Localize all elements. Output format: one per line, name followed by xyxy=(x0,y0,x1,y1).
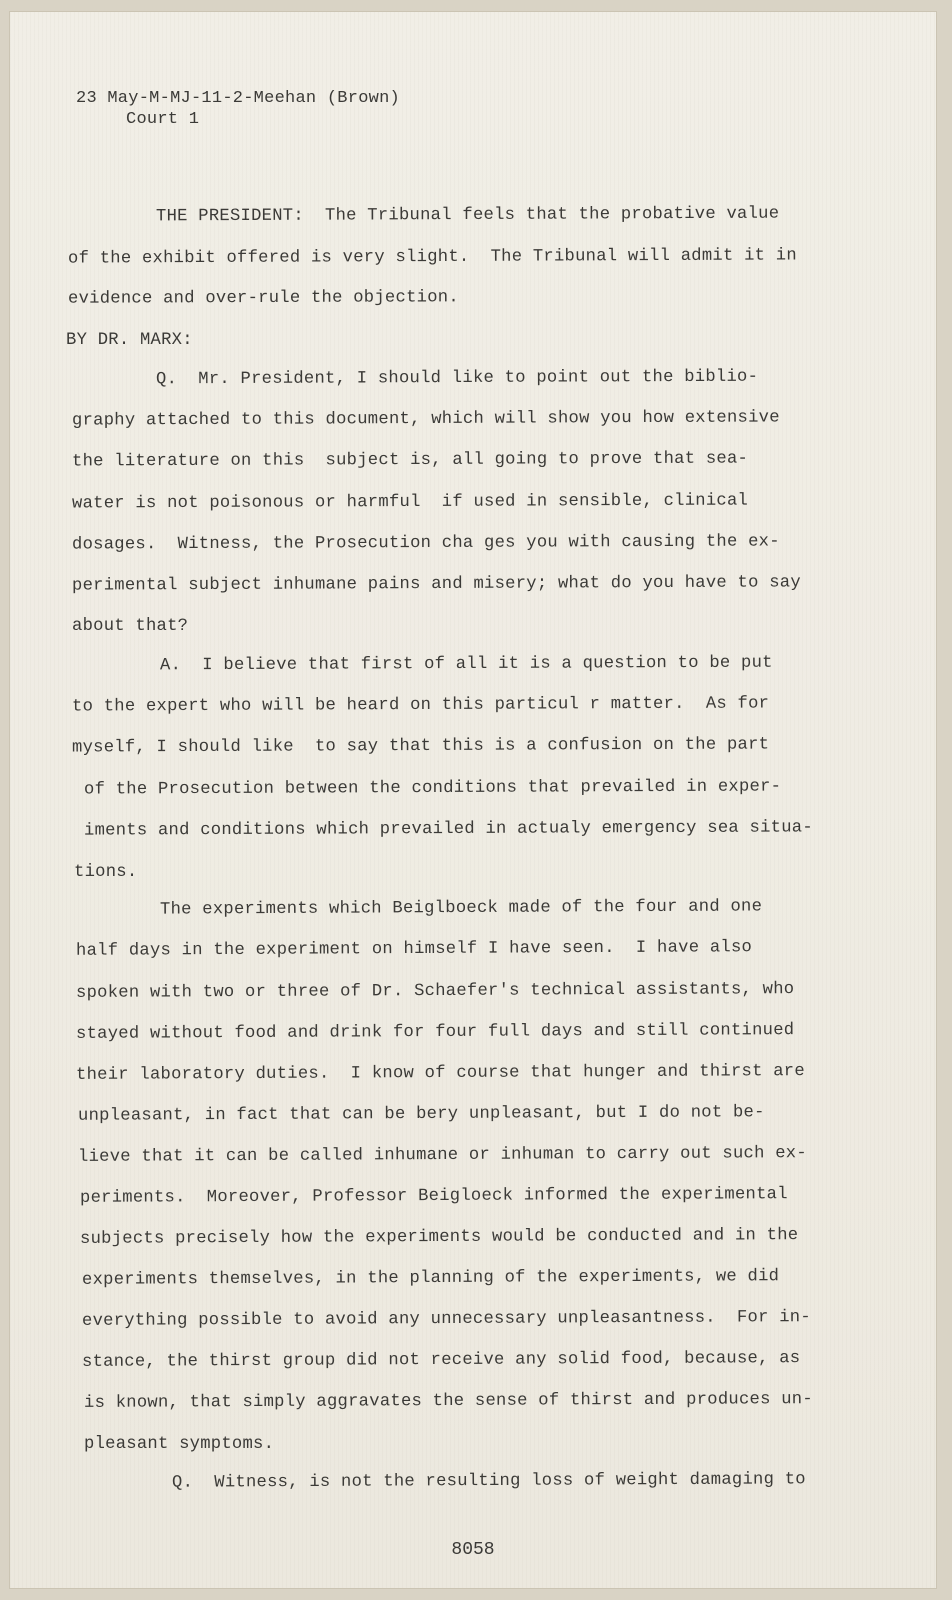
text-line: stayed without food and drink for four full days and still continued xyxy=(75,1021,795,1044)
page-number: 8058 xyxy=(451,1540,495,1560)
text-line: of the exhibit offered is very slight. The Tribunal will admit it in xyxy=(67,246,797,269)
text-line: Q. Mr. President, I should like to point out the biblio- xyxy=(155,367,759,390)
text-line: to the expert who will be heard on this particul r matter. As for xyxy=(71,694,770,717)
header-reference: 23 May-M-MJ-11-2-Meehan (Brown) xyxy=(76,89,401,108)
text-line: their laboratory duties. I know of course that hunger and thirst are xyxy=(75,1062,805,1085)
text-line: tions. xyxy=(74,863,138,882)
text-line: about that? xyxy=(72,617,189,636)
text-line: Q. Witness, is not the resulting loss of weight damaging to xyxy=(171,1470,806,1493)
text-line: A. I believe that first of all it is a question to be put xyxy=(159,653,773,676)
text-line: is known, that simply aggravates the sense of thirst and produces un- xyxy=(83,1390,813,1413)
text-line: water is not poisonous or harmful if used in sensible, clinical xyxy=(71,491,749,514)
text-line: evidence and over-rule the objection. xyxy=(67,288,459,309)
text-line: iments and conditions which prevailed in actualy emergency sea situa- xyxy=(83,818,813,841)
text-line: pleasant symptoms. xyxy=(84,1435,275,1454)
header-court: Court 1 xyxy=(126,110,200,129)
text-line: perimental subject inhumane pains and misery; what do you have to say xyxy=(71,573,801,596)
text-line: graphy attached to this document, which will show you how extensive xyxy=(71,408,780,431)
text-line: stance, the thirst group did not receive any solid food, because, as xyxy=(81,1349,801,1372)
text-line: experiments themselves, in the planning of the experiments, we did xyxy=(81,1267,780,1290)
text-line: dosages. Witness, the Prosecution cha ges you with causing the ex- xyxy=(71,532,780,555)
text-line: everything possible to avoid any unnecessary unpleasantness. For in- xyxy=(81,1308,811,1331)
document-page xyxy=(10,12,936,1588)
text-line: BY DR. MARX: xyxy=(66,331,193,350)
text-line: periments. Moreover, Professor Beigloeck informed the experimental xyxy=(79,1185,788,1208)
text-line: lieve that it can be called inhumane or inhuman to carry out such ex- xyxy=(77,1144,807,1167)
text-line: The experiments which Beiglboeck made of the four and one xyxy=(159,897,763,920)
text-line: THE PRESIDENT: The Tribunal feels that the probative value xyxy=(155,204,780,227)
text-line: myself, I should like to say that this is a confusion on the part xyxy=(71,735,770,758)
text-line: unpleasant, in fact that can be bery unpleasant, but I do not be- xyxy=(77,1103,765,1126)
text-line: of the Prosecution between the conditions that prevailed in exper- xyxy=(83,777,782,800)
text-line: half days in the experiment on himself I have seen. I have also xyxy=(75,938,753,961)
text-line: spoken with two or three of Dr. Schaefer's technical assistants, who xyxy=(75,980,795,1003)
text-line: subjects precisely how the experiments would be conducted and in the xyxy=(79,1226,799,1249)
text-line: the literature on this subject is, all going to prove that sea- xyxy=(71,449,749,472)
